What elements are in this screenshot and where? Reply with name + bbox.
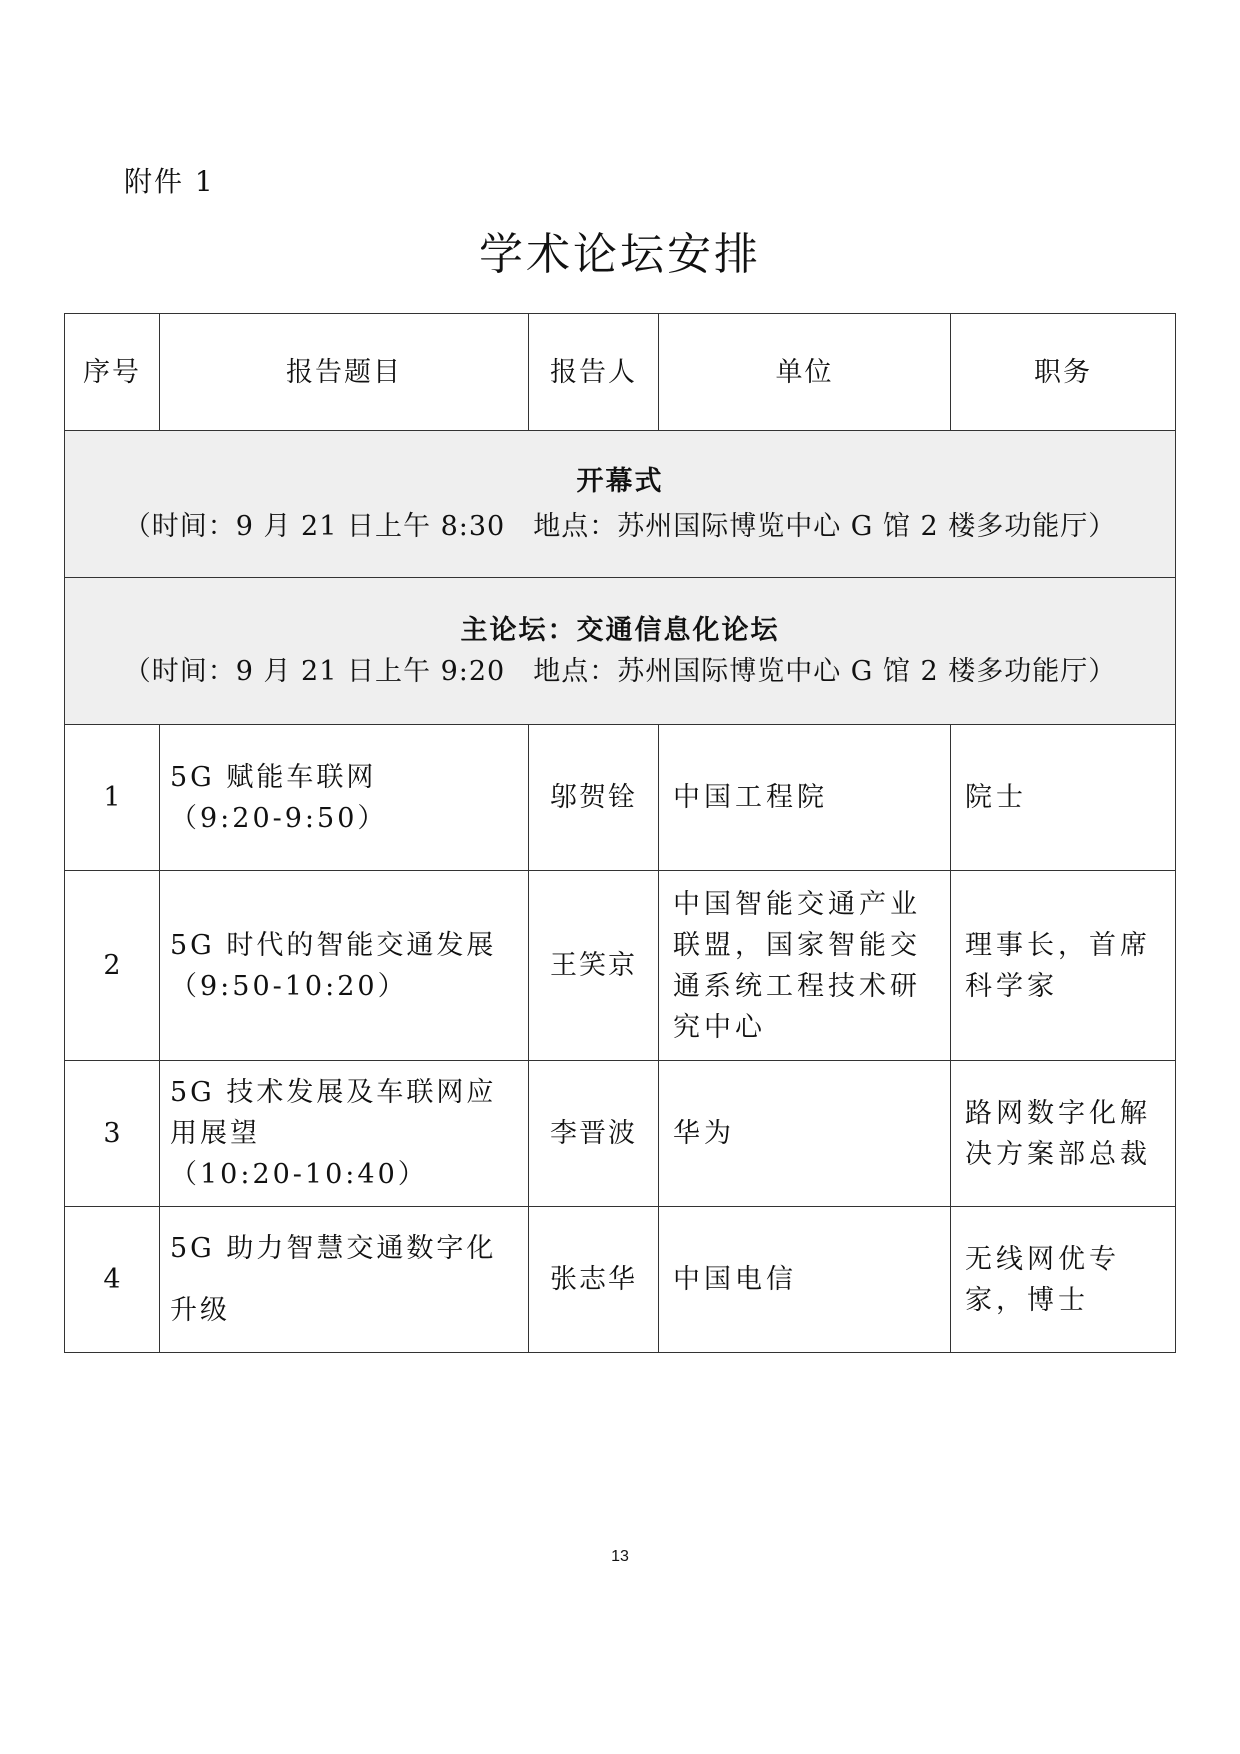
session-info: （时间：9 月 21 日上午 9:20 地点：苏州国际博览中心 G 馆 2 楼多功能厅） [123, 656, 1117, 687]
row-time: （9:50-10:20） [170, 970, 408, 1002]
row-topic: 5G 助力智慧交通数字化升级 [170, 1232, 497, 1326]
header-no: 序号 [65, 314, 160, 431]
row-topic: 5G 时代的智能交通发展 [170, 929, 497, 961]
row-org-text: 中国工程院 [673, 782, 828, 813]
row-topic-cell [160, 871, 529, 1061]
row-position-text: 院士 [965, 782, 1027, 813]
table-row [65, 725, 1176, 871]
session-name: 主论坛：交通信息化论坛 [460, 615, 780, 646]
row-number: 3 [65, 1061, 160, 1207]
session-name: 开幕式 [576, 466, 664, 497]
row-topic-cell [160, 725, 529, 871]
row-org [659, 725, 951, 871]
row-topic: 5G 技术发展及车联网应用展望 [170, 1077, 497, 1149]
row-position-text: 无线网优专家，博士 [965, 1243, 1120, 1316]
row-org [659, 1061, 951, 1207]
row-number: 2 [65, 871, 160, 1061]
row-position-text: 理事长，首席科学家 [965, 929, 1151, 1002]
page-title: 学术论坛安排 [479, 229, 761, 280]
row-speaker: 邬贺铨 [529, 725, 659, 871]
session-row-opening [65, 431, 1176, 578]
row-number: 4 [65, 1207, 160, 1353]
row-speaker: 李晋波 [529, 1061, 659, 1207]
page-number: 13 [611, 1548, 629, 1565]
attachment-label: 附件 1 [124, 165, 215, 198]
header-speaker: 报告人 [529, 314, 659, 431]
row-topic: 5G 赋能车联网 [170, 761, 377, 793]
row-time: （9:20-9:50） [170, 802, 388, 834]
row-org-text: 华为 [673, 1118, 735, 1149]
header-org: 单位 [659, 314, 951, 431]
row-position [951, 725, 1176, 871]
row-time: （10:20-10:40） [170, 1159, 428, 1190]
schedule-table [64, 313, 1176, 1353]
row-position [951, 871, 1176, 1061]
row-position [951, 1207, 1176, 1353]
row-org [659, 1207, 951, 1353]
row-position-text: 路网数字化解决方案部总裁 [965, 1097, 1151, 1170]
row-org [659, 871, 951, 1061]
session-row-main-forum [65, 578, 1176, 725]
table-row [65, 1061, 1176, 1207]
row-number: 1 [65, 725, 160, 871]
row-org-text: 中国电信 [673, 1264, 797, 1295]
session-info: （时间：9 月 21 日上午 8:30 地点：苏州国际博览中心 G 馆 2 楼多功能厅） [123, 511, 1117, 542]
table-row [65, 1207, 1176, 1353]
header-topic: 报告题目 [160, 314, 529, 431]
row-speaker: 张志华 [529, 1207, 659, 1353]
row-topic-cell [160, 1207, 529, 1353]
session-cell [65, 578, 1176, 725]
row-topic-cell [160, 1061, 529, 1207]
session-cell [65, 431, 1176, 578]
row-org-text: 中国智能交通产业联盟，国家智能交通系统工程技术研究中心 [673, 888, 921, 1043]
row-speaker: 王笑京 [529, 871, 659, 1061]
table-header-row [65, 314, 1176, 431]
header-position: 职务 [951, 314, 1176, 431]
table-row [65, 871, 1176, 1061]
row-position [951, 1061, 1176, 1207]
